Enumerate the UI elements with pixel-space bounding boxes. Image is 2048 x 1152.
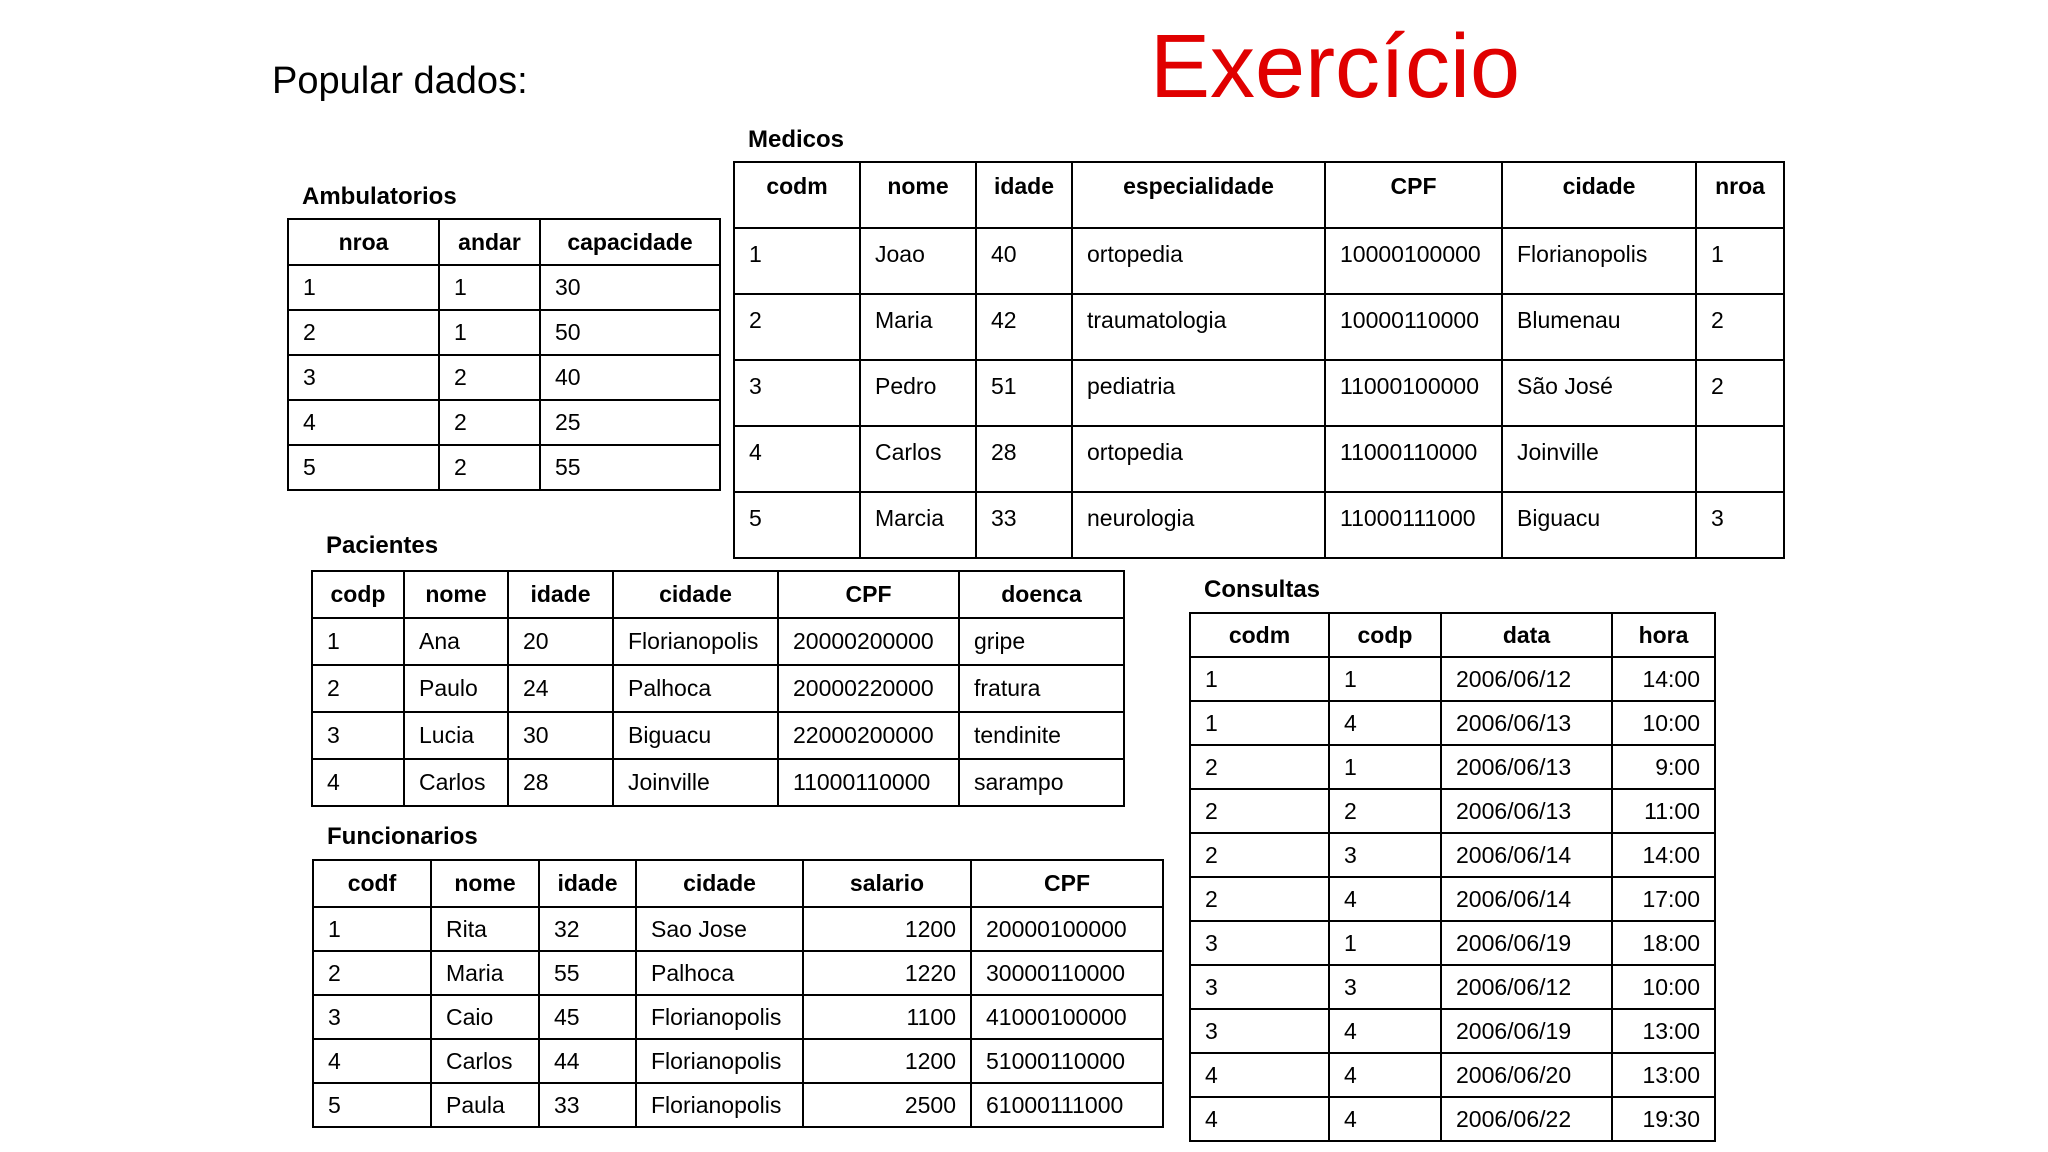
table-row [1190,1053,1715,1097]
table-cell: 4 [313,1039,431,1083]
column-header: nroa [1696,162,1784,228]
table-row [734,492,1784,558]
table-cell: 1220 [803,951,971,995]
table-cell: 4 [1329,1053,1441,1097]
table-cell: Florianopolis [636,995,803,1039]
table-cell: 9:00 [1612,745,1715,789]
table-cell: 4 [312,759,404,806]
column-header: andar [439,219,540,265]
table-cell: 41000100000 [971,995,1163,1039]
table-cell: 2 [439,355,540,400]
column-header: nroa [288,219,439,265]
table-cell: 3 [1190,921,1329,965]
table-cell: 2006/06/13 [1441,745,1612,789]
table-row [734,294,1784,360]
funcionarios-label: Funcionarios [327,823,478,850]
table-cell: 2 [288,310,439,355]
table-cell: pediatria [1072,360,1325,426]
table-cell: 1 [1329,745,1441,789]
table-cell: 2006/06/13 [1441,701,1612,745]
table-cell: 55 [540,445,720,490]
table-row [1190,701,1715,745]
table-cell: 20000100000 [971,907,1163,951]
table-cell: 44 [539,1039,636,1083]
table-cell: 20000220000 [778,665,959,712]
table-cell: 40 [976,228,1072,294]
table-cell: 1 [312,618,404,665]
table-cell: Florianopolis [1502,228,1696,294]
table-cell: 11:00 [1612,789,1715,833]
table-cell: Pedro [860,360,976,426]
table-cell: 1 [1329,921,1441,965]
table-cell: 3 [1190,1009,1329,1053]
column-header: nome [431,860,539,907]
table-cell: 30 [508,712,613,759]
table-row [1190,877,1715,921]
table-cell: Florianopolis [613,618,778,665]
table-header-row [1190,613,1715,657]
table-cell: Paulo [404,665,508,712]
ambulatorios-label: Ambulatorios [302,183,457,210]
table-cell: 20 [508,618,613,665]
table-cell: 2 [439,445,540,490]
table-cell: sarampo [959,759,1124,806]
table-row [313,1039,1163,1083]
table-cell: 19:30 [1612,1097,1715,1141]
table-row [1190,921,1715,965]
table-row [313,951,1163,995]
column-header: nome [860,162,976,228]
pacientes-table [311,570,1125,807]
column-header: codm [734,162,860,228]
table-cell: Florianopolis [636,1039,803,1083]
table-cell: 2 [1329,789,1441,833]
table-row [312,712,1124,759]
table-cell: Marcia [860,492,976,558]
column-header: doenca [959,571,1124,618]
table-cell: Lucia [404,712,508,759]
table-cell: 13:00 [1612,1009,1715,1053]
table-cell: 1 [288,265,439,310]
column-header: CPF [778,571,959,618]
column-header: idade [539,860,636,907]
table-cell: 10:00 [1612,701,1715,745]
table-row [312,759,1124,806]
column-header: idade [976,162,1072,228]
table-cell: Carlos [404,759,508,806]
table-cell: 4 [1329,1097,1441,1141]
page-title: Exercício [1150,17,1521,117]
table-cell: 3 [312,712,404,759]
table-cell: 61000111000 [971,1083,1163,1127]
table-row [1190,745,1715,789]
table-cell: Palhoca [636,951,803,995]
table-cell: 2006/06/19 [1441,921,1612,965]
table-cell: 2006/06/12 [1441,657,1612,701]
table-cell: 11000110000 [778,759,959,806]
column-header: cidade [1502,162,1696,228]
table-cell: 10000110000 [1325,294,1502,360]
table-cell: Sao Jose [636,907,803,951]
table-row [734,228,1784,294]
table-cell: 1100 [803,995,971,1039]
table-cell: 4 [1329,877,1441,921]
table-cell: traumatologia [1072,294,1325,360]
table-cell: 11000110000 [1325,426,1502,492]
table-cell: Ana [404,618,508,665]
table-cell: 10:00 [1612,965,1715,1009]
table-cell: 1 [1190,701,1329,745]
column-header: cidade [636,860,803,907]
table-row [313,907,1163,951]
table-row [1190,965,1715,1009]
table-cell [1696,426,1784,492]
table-cell: 2 [1190,877,1329,921]
table-cell: 5 [288,445,439,490]
table-cell: 3 [1329,833,1441,877]
funcionarios-table [312,859,1164,1128]
table-cell: 33 [976,492,1072,558]
table-cell: 4 [288,400,439,445]
table-cell: 30 [540,265,720,310]
table-cell: 2006/06/12 [1441,965,1612,1009]
column-header: data [1441,613,1612,657]
table-row [1190,789,1715,833]
table-cell: neurologia [1072,492,1325,558]
table-cell: Biguacu [1502,492,1696,558]
table-cell: 1 [1329,657,1441,701]
table-cell: 14:00 [1612,833,1715,877]
table-cell: Joinville [1502,426,1696,492]
pacientes-label: Pacientes [326,532,439,559]
table-cell: 2006/06/14 [1441,833,1612,877]
table-row [288,355,720,400]
table-cell: Biguacu [613,712,778,759]
table-cell: Joinville [613,759,778,806]
table-cell: 2 [1696,360,1784,426]
table-cell: 1200 [803,907,971,951]
table-row [313,1083,1163,1127]
table-cell: Carlos [431,1039,539,1083]
table-cell: 2 [439,400,540,445]
table-cell: 20000200000 [778,618,959,665]
table-cell: São José [1502,360,1696,426]
table-cell: tendinite [959,712,1124,759]
table-cell: 45 [539,995,636,1039]
table-cell: 11000100000 [1325,360,1502,426]
table-cell: 50 [540,310,720,355]
table-cell: 4 [1190,1097,1329,1141]
table-cell: 40 [540,355,720,400]
table-cell: 3 [1329,965,1441,1009]
table-cell: 4 [1190,1053,1329,1097]
table-cell: 55 [539,951,636,995]
table-row [312,665,1124,712]
table-row [1190,657,1715,701]
table-cell: 2 [734,294,860,360]
table-cell: Florianopolis [636,1083,803,1127]
table-cell: 28 [976,426,1072,492]
table-cell: 2 [1696,294,1784,360]
table-cell: 2 [313,951,431,995]
table-cell: 2 [312,665,404,712]
table-cell: 24 [508,665,613,712]
table-cell: 30000110000 [971,951,1163,995]
table-row [312,618,1124,665]
table-cell: gripe [959,618,1124,665]
column-header: especialidade [1072,162,1325,228]
column-header: CPF [1325,162,1502,228]
table-cell: Rita [431,907,539,951]
table-cell: 22000200000 [778,712,959,759]
table-cell: Blumenau [1502,294,1696,360]
table-row [288,445,720,490]
table-row [288,400,720,445]
medicos-table [733,161,1785,559]
table-header-row [734,162,1784,228]
column-header: codp [312,571,404,618]
table-row [1190,1097,1715,1141]
table-cell: 1 [1190,657,1329,701]
column-header: codp [1329,613,1441,657]
table-cell: 2 [1190,833,1329,877]
table-cell: 2006/06/22 [1441,1097,1612,1141]
table-row [1190,833,1715,877]
table-cell: 11000111000 [1325,492,1502,558]
table-cell: 33 [539,1083,636,1127]
column-header: cidade [613,571,778,618]
table-cell: Maria [860,294,976,360]
column-header: salario [803,860,971,907]
column-header: capacidade [540,219,720,265]
table-cell: 10000100000 [1325,228,1502,294]
column-header: codm [1190,613,1329,657]
table-cell: 4 [734,426,860,492]
table-cell: 1 [734,228,860,294]
table-cell: 3 [288,355,439,400]
table-row [1190,1009,1715,1053]
consultas-label: Consultas [1204,576,1321,603]
table-cell: 2500 [803,1083,971,1127]
table-cell: 2006/06/13 [1441,789,1612,833]
table-cell: 2 [1190,745,1329,789]
table-cell: 2006/06/19 [1441,1009,1612,1053]
table-cell: 51 [976,360,1072,426]
column-header: codf [313,860,431,907]
table-cell: 1 [313,907,431,951]
column-header: CPF [971,860,1163,907]
table-cell: 28 [508,759,613,806]
table-cell: 3 [734,360,860,426]
table-cell: 2 [1190,789,1329,833]
table-cell: 2006/06/20 [1441,1053,1612,1097]
table-cell: 3 [1190,965,1329,1009]
table-cell: 18:00 [1612,921,1715,965]
table-header-row [288,219,720,265]
table-cell: Paula [431,1083,539,1127]
table-cell: 32 [539,907,636,951]
table-cell: 42 [976,294,1072,360]
table-cell: 1200 [803,1039,971,1083]
table-cell: 51000110000 [971,1039,1163,1083]
table-row [288,265,720,310]
table-cell: ortopedia [1072,228,1325,294]
table-cell: 4 [1329,701,1441,745]
table-row [734,360,1784,426]
table-cell: Carlos [860,426,976,492]
table-cell: 14:00 [1612,657,1715,701]
table-cell: 1 [439,310,540,355]
table-row [288,310,720,355]
table-cell: 17:00 [1612,877,1715,921]
table-cell: Maria [431,951,539,995]
column-header: idade [508,571,613,618]
table-cell: 4 [1329,1009,1441,1053]
table-cell: 5 [313,1083,431,1127]
table-cell: 3 [1696,492,1784,558]
table-cell: fratura [959,665,1124,712]
page-subtitle: Popular dados: [272,60,528,102]
table-cell: 13:00 [1612,1053,1715,1097]
table-cell: 2006/06/14 [1441,877,1612,921]
table-cell: 1 [439,265,540,310]
table-cell: Caio [431,995,539,1039]
table-cell: 25 [540,400,720,445]
medicos-label: Medicos [748,126,845,153]
table-cell: Joao [860,228,976,294]
column-header: hora [1612,613,1715,657]
table-cell: Palhoca [613,665,778,712]
table-row [734,426,1784,492]
ambulatorios-table [287,218,721,491]
table-cell: 1 [1696,228,1784,294]
table-header-row [313,860,1163,907]
table-cell: 5 [734,492,860,558]
table-row [313,995,1163,1039]
table-header-row [312,571,1124,618]
table-cell: ortopedia [1072,426,1325,492]
column-header: nome [404,571,508,618]
table-cell: 3 [313,995,431,1039]
consultas-table [1189,612,1716,1142]
